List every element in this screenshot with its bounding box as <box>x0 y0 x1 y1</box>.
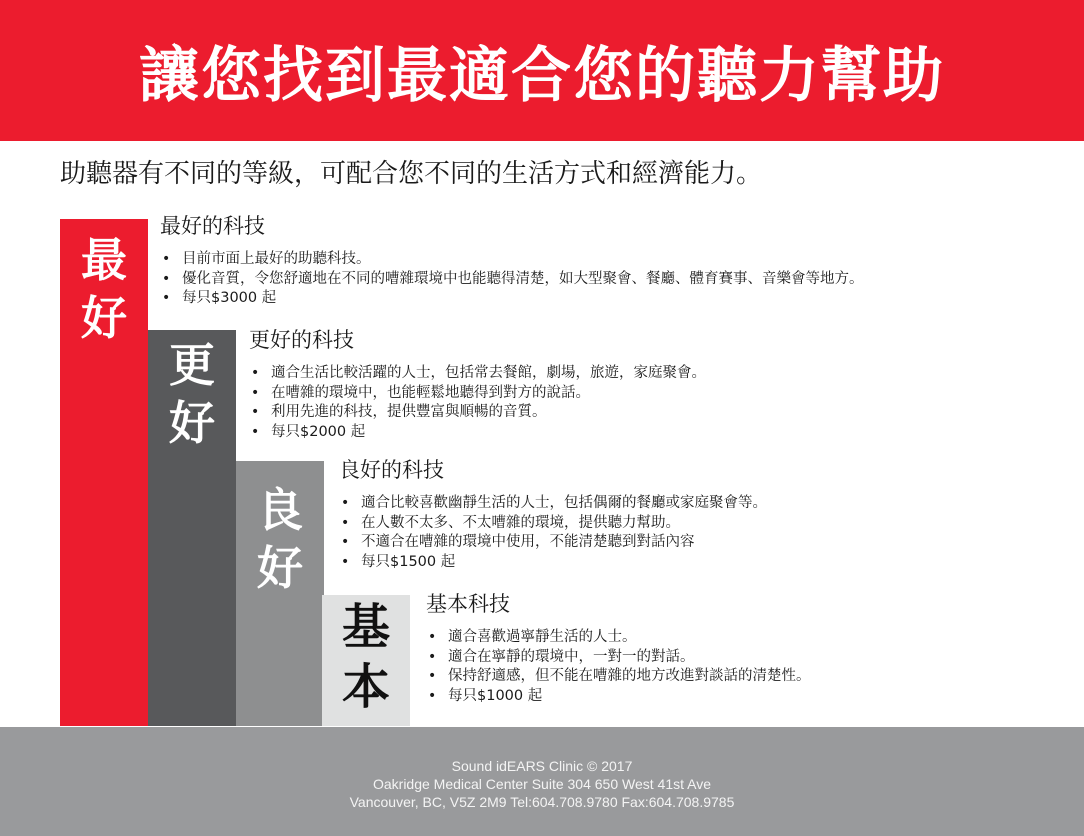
tier-feature-list <box>339 494 767 572</box>
tier-badge-good <box>257 481 303 597</box>
tier-section-better <box>249 326 706 442</box>
tier-feature-list <box>160 250 864 309</box>
list-item: • 目前市面上最好的助聽科技。 <box>160 250 864 270</box>
tier-badge-better <box>169 336 215 452</box>
tier-feature-list <box>249 364 706 442</box>
footer-address: Oakridge Medical Center Suite 304 650 West 41st Ave <box>372 776 711 792</box>
tier-section-basic <box>426 590 811 706</box>
tier-badge-char: 最 <box>81 233 127 287</box>
tier-title: 良好的科技 <box>339 458 444 482</box>
tier-badge-char: 本 <box>341 659 390 715</box>
page-title: 讓您找到最適合您的聽力幫助 <box>139 40 945 111</box>
list-item: • 每只$1500 起 <box>339 553 767 573</box>
tier-badge-char: 更 <box>169 338 215 392</box>
list-item: • 適合生活比較活躍的人士，包括常去餐館，劇場，旅遊，家庭聚會。 <box>249 364 706 384</box>
tier-bar-good <box>236 461 324 726</box>
tier-badge-char: 好 <box>81 291 127 345</box>
tier-badge-char: 好 <box>257 541 303 595</box>
list-item: • 保持舒適感，但不能在嘈雜的地方改進對談話的清楚性。 <box>426 667 811 687</box>
list-item: • 利用先進的科技，提供豐富與順暢的音質。 <box>249 403 706 423</box>
tier-badge-char: 良 <box>257 483 303 537</box>
tier-badge-char: 基 <box>341 599 390 655</box>
list-item: • 在人數不太多、不太嘈雜的環境，提供聽力幫助。 <box>339 514 767 534</box>
tier-title: 更好的科技 <box>249 328 354 352</box>
list-item: • 在嘈雜的環境中，也能輕鬆地聽得到對方的說話。 <box>249 384 706 404</box>
list-item: • 適合比較喜歡幽靜生活的人士，包括偶爾的餐廳或家庭聚會等。 <box>339 494 767 514</box>
footer-contact: Vancouver, BC, V5Z 2M9 Tel:604.708.9780 Fax:604.708.9785 <box>349 794 735 810</box>
tier-bar-basic <box>322 595 410 726</box>
footer-clinic-name: Sound idEARS Clinic © 2017 <box>451 758 633 774</box>
list-item: • 優化音質，令您舒適地在不同的嘈雜環境中也能聽得清楚，如大型聚會、餐廳、體育賽事、音樂會等地方。 <box>160 270 864 290</box>
list-item: • 適合在寧靜的環境中，一對一的對話。 <box>426 648 811 668</box>
header-banner <box>0 0 1084 141</box>
tier-feature-list <box>426 628 811 706</box>
tier-badge-best <box>81 231 127 347</box>
tier-section-good <box>339 456 767 572</box>
list-item: • 每只$1000 起 <box>426 687 811 707</box>
tier-bar-best <box>60 219 148 726</box>
list-item: • 每只$3000 起 <box>160 289 864 309</box>
page-subtitle: 助聽器有不同的等級，可配合您不同的生活方式和經濟能力。 <box>60 159 763 189</box>
list-item: • 不適合在嘈雜的環境中使用，不能清楚聽到對話內容 <box>339 533 767 553</box>
list-item: • 每只$2000 起 <box>249 423 706 443</box>
list-item: • 適合喜歡過寧靜生活的人士。 <box>426 628 811 648</box>
tier-section-best <box>160 212 864 309</box>
tier-badge-basic <box>342 597 390 717</box>
tier-badge-char: 好 <box>169 396 215 450</box>
footer <box>0 727 1084 836</box>
tier-title: 最好的科技 <box>160 214 265 238</box>
tier-bar-better <box>148 330 236 726</box>
tier-title: 基本科技 <box>426 592 510 616</box>
